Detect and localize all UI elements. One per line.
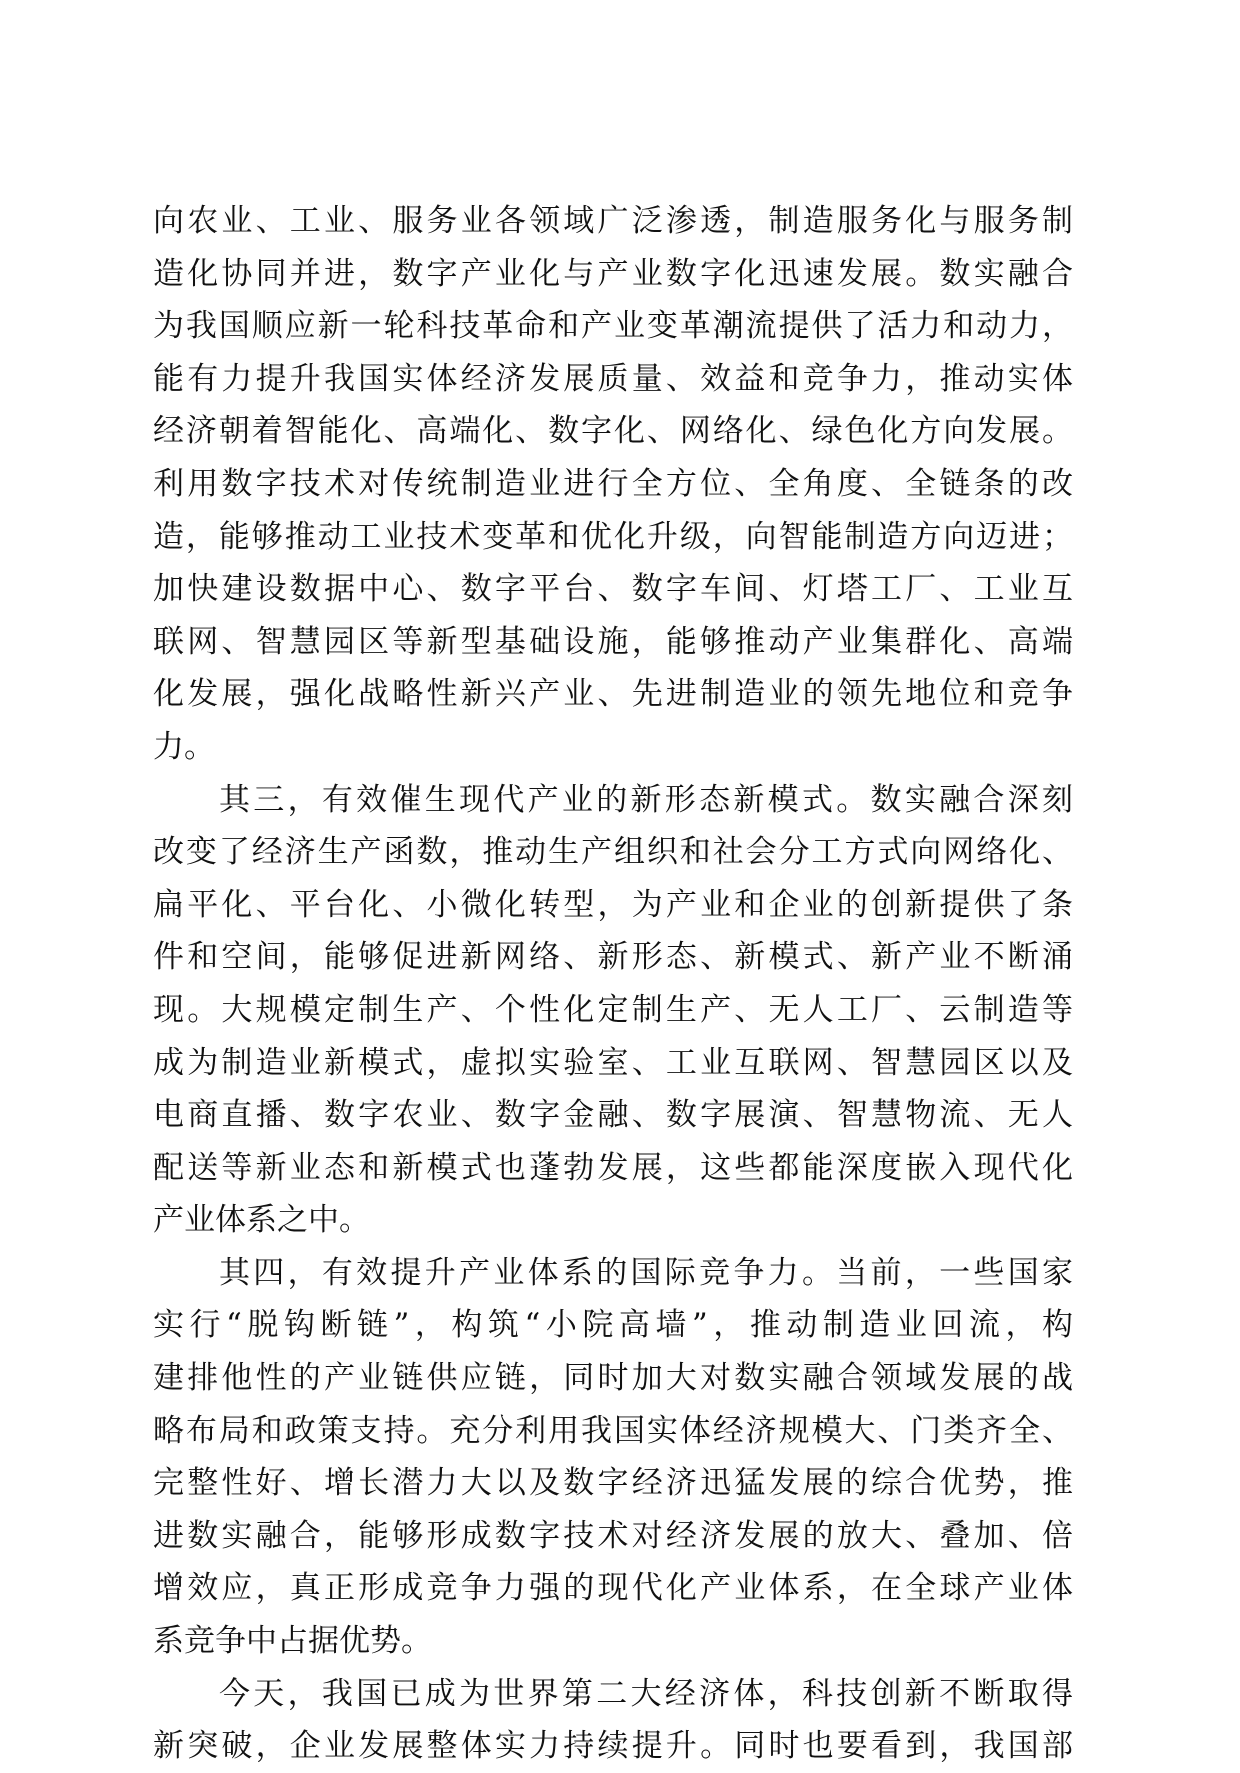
text-line: 力。 [153,728,215,765]
text-line: 其三，有效催生现代产业的新形态新模式。数实融合深刻 [219,781,1073,818]
body-text [153,195,1073,1773]
text-line: 造化协同并进，数字产业化与产业数字化迅速发展。数实融合 [153,255,1073,292]
text-line: 完整性好、增长潜力大以及数字经济迅猛发展的综合优势，推 [153,1465,1073,1502]
text-line: 化发展，强化战略性新兴产业、先进制造业的领先地位和竞争 [153,676,1073,713]
text-line: 略布局和政策支持。充分利用我国实体经济规模大、门类齐全、 [153,1412,1073,1449]
text-line: 为我国顺应新一轮科技革命和产业变革潮流提供了活力和动力， [153,308,1073,345]
text-line: 进数实融合，能够形成数字技术对经济发展的放大、叠加、倍 [153,1517,1073,1554]
text-line: 联网、智慧园区等新型基础设施，能够推动产业集群化、高端 [153,623,1073,660]
text-line: 件和空间，能够促进新网络、新形态、新模式、新产业不断涌 [153,939,1073,976]
text-line: 改变了经济生产函数，推动生产组织和社会分工方式向网络化、 [153,834,1073,871]
text-line: 建排他性的产业链供应链，同时加大对数实融合领域发展的战 [153,1360,1073,1397]
text-line: 配送等新业态和新模式也蓬勃发展，这些都能深度嵌入现代化 [153,1149,1073,1186]
text-line: 扁平化、平台化、小微化转型，为产业和企业的创新提供了条 [153,886,1073,923]
text-line: 其四，有效提升产业体系的国际竞争力。当前，一些国家 [219,1254,1073,1291]
text-line: 今天，我国已成为世界第二大经济体，科技创新不断取得 [219,1675,1073,1712]
text-line: 能有力提升我国实体经济发展质量、效益和竞争力，推动实体 [153,360,1073,397]
text-line: 向农业、工业、服务业各领域广泛渗透，制造服务化与服务制 [153,203,1073,239]
text-line: 产业体系之中。 [153,1202,370,1239]
text-line: 利用数字技术对传统制造业进行全方位、全角度、全链条的改 [153,465,1073,502]
text-line: 实行“脱钩断链”，构筑“小院高墙”，推动制造业回流，构 [153,1307,1073,1344]
text-line: 增效应，真正形成竞争力强的现代化产业体系，在全球产业体 [153,1570,1073,1607]
text-line: 加快建设数据中心、数字平台、数字车间、灯塔工厂、工业互 [153,571,1073,608]
text-line: 成为制造业新模式，虚拟实验室、工业互联网、智慧园区以及 [153,1044,1073,1081]
text-line: 系竞争中占据优势。 [153,1623,432,1660]
text-line: 现。大规模定制生产、个性化定制生产、无人工厂、云制造等 [153,991,1073,1028]
text-line: 造，能够推动工业技术变革和优化升级，向智能制造方向迈进； [153,518,1073,555]
text-line: 新突破，企业发展整体实力持续提升。同时也要看到，我国部 [153,1728,1073,1765]
text-line: 电商直播、数字农业、数字金融、数字展演、智慧物流、无人 [153,1097,1073,1134]
text-line: 经济朝着智能化、高端化、数字化、网络化、绿色化方向发展。 [153,413,1073,450]
